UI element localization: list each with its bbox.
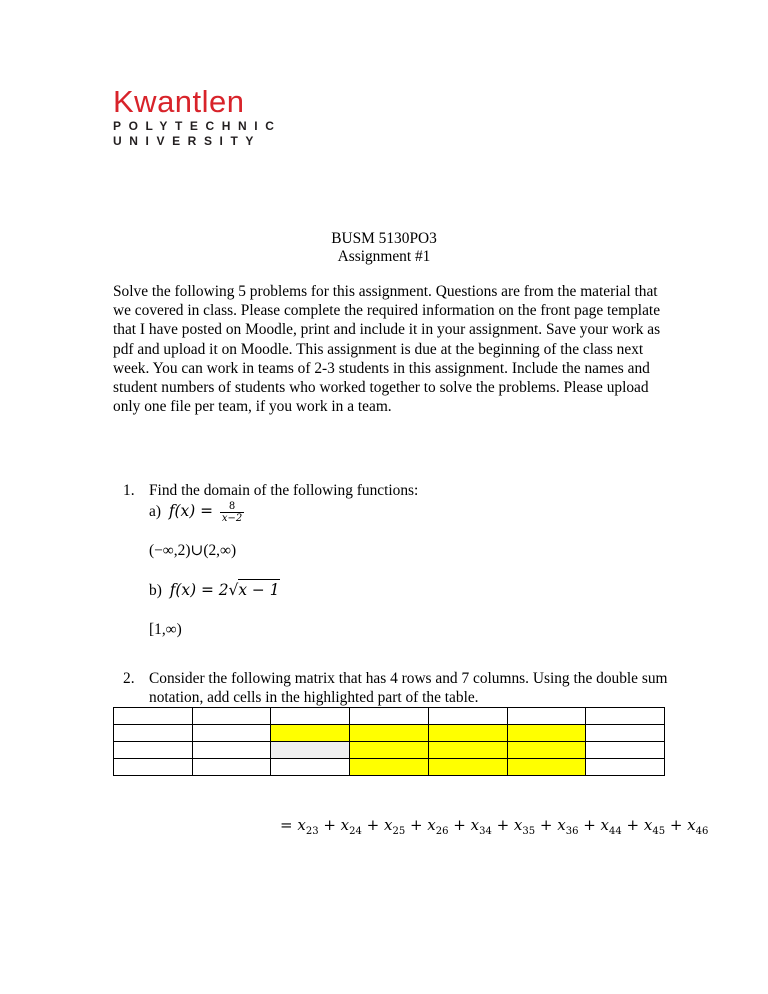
sum-term [513, 816, 536, 837]
cell-x42 [192, 759, 271, 776]
cell-x17 [586, 708, 665, 725]
sum-term [600, 816, 622, 837]
q1b-answer: [1,∞) [149, 621, 182, 638]
sum-term-subscript: 34 [479, 826, 492, 837]
sum-expression [280, 816, 708, 837]
sum-term [470, 816, 492, 837]
sum-terms [297, 816, 709, 837]
assignment-title: Assignment #1 [337, 248, 431, 265]
cell-x41 [114, 759, 193, 776]
cell-x22 [192, 725, 271, 742]
matrix-table [113, 707, 665, 776]
sum-term [643, 816, 666, 837]
q1-prompt: Find the domain of the following functions: [149, 482, 419, 499]
cell-x36-highlighted [507, 742, 586, 759]
q1b-label: b) [149, 582, 162, 599]
sum-term-variable: x [557, 816, 566, 834]
cell-x47 [586, 759, 665, 776]
cell-x12 [192, 708, 271, 725]
cell-x14 [350, 708, 429, 725]
logo-wordmark: Kwantlen [113, 84, 245, 119]
cell-x23-highlighted [271, 725, 350, 742]
sum-term [427, 816, 449, 837]
course-code: BUSM 5130PO3 [331, 230, 437, 247]
sum-term [340, 816, 362, 837]
q1a-label: a) [149, 503, 161, 521]
sum-term [557, 816, 579, 837]
matrix-row-4 [114, 759, 665, 776]
cell-x21 [114, 725, 193, 742]
plus-sign: + [665, 816, 688, 834]
cell-x31 [114, 742, 193, 759]
sum-term-variable: x [513, 816, 523, 834]
cell-x15 [428, 708, 507, 725]
matrix-row-3 [114, 742, 665, 759]
q2-number: 2. [123, 670, 135, 687]
sum-term-subscript: 46 [695, 826, 709, 837]
university-logo [113, 84, 282, 148]
sum-term-variable: x [297, 816, 306, 834]
sum-term-subscript: 45 [652, 826, 666, 837]
q1a-expression [149, 501, 244, 524]
sum-term-variable: x [427, 816, 436, 834]
q2-prompt: Consider the following matrix that has 4 rows and 7 columns. Using the double sum notation, add cells in the highlighted part of the table. [149, 670, 668, 706]
plus-sign: + [448, 816, 471, 834]
cell-x34-highlighted [350, 742, 429, 759]
plus-sign: + [318, 816, 341, 834]
sum-term-variable: x [383, 816, 393, 834]
sum-term-variable: x [687, 816, 696, 834]
plus-sign: + [405, 816, 428, 834]
q1b-function: f(x) = 2√ [169, 581, 239, 599]
cell-x45-highlighted [428, 759, 507, 776]
cell-x16 [507, 708, 586, 725]
matrix-row-1 [114, 708, 665, 725]
cell-x33 [271, 742, 350, 759]
plus-sign: + [361, 816, 384, 834]
cell-x11 [114, 708, 193, 725]
cell-x27 [586, 725, 665, 742]
sum-term-variable: x [643, 816, 653, 834]
sum-term-subscript: 36 [565, 826, 579, 837]
q1a-fraction [220, 501, 244, 524]
cell-x44-highlighted [350, 759, 429, 776]
sum-term [297, 816, 319, 837]
cell-x32 [192, 742, 271, 759]
sum-term-subscript: 44 [609, 826, 622, 837]
sum-equals-sign: = [280, 816, 293, 834]
q1a-denominator: x−2 [221, 513, 243, 524]
logo-line-polytechnic: POLYTECHNIC [113, 119, 282, 133]
cell-x26-highlighted [507, 725, 586, 742]
instructions-paragraph: Solve the following 5 problems for this assignment. Questions are from the material that we covered in class. Please complete the required information on the front page template that I have posted on Moodle, print and include it in your assignment. Save your work as pdf and upload it on Moodle. This assignment is due at the beginning of the class next week. You can work in teams of 2-3 students in this assignment. Include the names and student numbers of students who worked together to solve the problems. Please upload only one file per team, if you work in a team. [113, 283, 661, 416]
sum-term [383, 816, 406, 837]
plus-sign: + [491, 816, 514, 834]
plus-sign: + [621, 816, 644, 834]
cell-x46-highlighted [507, 759, 586, 776]
cell-x13 [271, 708, 350, 725]
logo-line-university: UNIVERSITY [113, 134, 262, 148]
cell-x35-highlighted [428, 742, 507, 759]
sum-term-subscript: 24 [349, 826, 362, 837]
cell-x43 [271, 759, 350, 776]
q1-number: 1. [123, 482, 135, 499]
q1a-function: f(x) = [168, 502, 214, 521]
matrix-row-2 [114, 725, 665, 742]
sum-term-subscript: 23 [305, 826, 319, 837]
plus-sign: + [578, 816, 601, 834]
sum-term-variable: x [340, 816, 350, 834]
q1a-answer: (−∞,2)∪(2,∞) [149, 542, 237, 559]
sum-term-variable: x [600, 816, 610, 834]
cell-x25-highlighted [428, 725, 507, 742]
sum-term-subscript: 26 [435, 826, 449, 837]
q1a-numerator: 8 [220, 501, 244, 513]
plus-sign: + [535, 816, 558, 834]
q1b-radicand: x − 1 [238, 581, 280, 599]
sum-term [687, 816, 709, 837]
sum-term-subscript: 35 [522, 826, 536, 837]
sum-term-subscript: 25 [392, 826, 406, 837]
cell-x24-highlighted [350, 725, 429, 742]
q1b-expression [149, 580, 280, 601]
cell-x37 [586, 742, 665, 759]
sum-term-variable: x [470, 816, 480, 834]
